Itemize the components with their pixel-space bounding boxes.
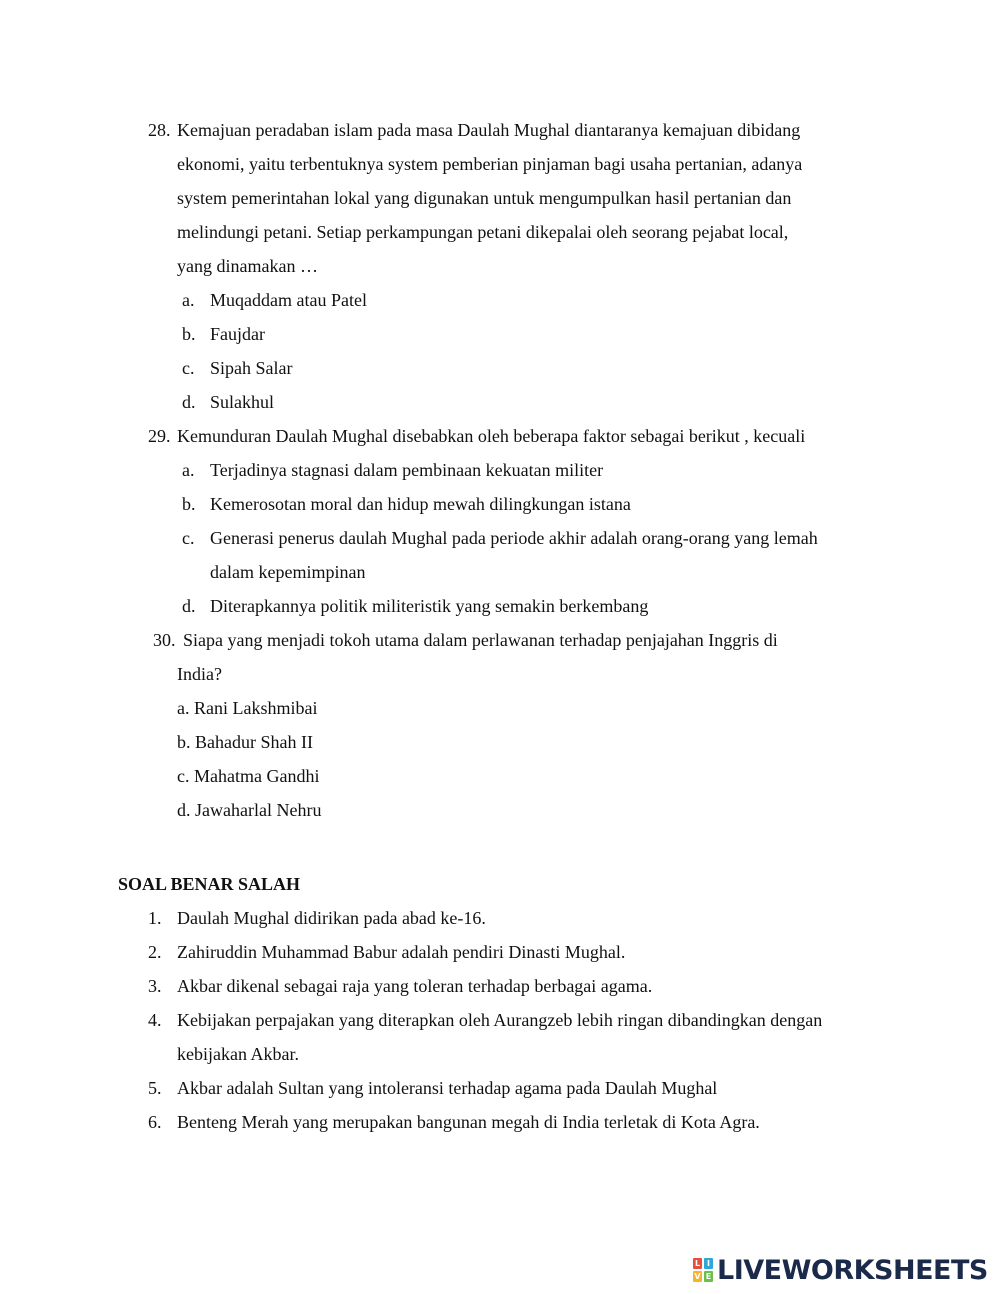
liveworksheets-logo xyxy=(693,1253,988,1287)
tf-item-text-continued: kebijakan Akbar. xyxy=(177,1044,299,1064)
question-number: 29. xyxy=(148,426,171,446)
logo-mark-letter: E xyxy=(705,1272,712,1281)
option-text: Diterapkannya politik militeristik yang semakin berkembang xyxy=(210,596,649,616)
option-letter: b. xyxy=(182,494,196,514)
logo-mark-letter: L xyxy=(694,1259,701,1268)
tf-item-number: 6. xyxy=(148,1112,162,1132)
question-text-line: ekonomi, yaitu terbentuknya system pemberian pinjaman bagi usaha pertanian, adanya xyxy=(177,154,803,174)
tf-item-text: Akbar dikenal sebagai raja yang toleran terhadap berbagai agama. xyxy=(177,976,653,996)
question-text-line: yang dinamakan … xyxy=(177,256,318,276)
option-text: Terjadinya stagnasi dalam pembinaan kekuatan militer xyxy=(210,460,604,480)
option-30-d: d. Jawaharlal Nehru xyxy=(177,800,322,820)
liveworksheets-logo-icon xyxy=(693,1258,713,1282)
tf-item-text: Akbar adalah Sultan yang intoleransi terhadap agama pada Daulah Mughal xyxy=(177,1078,718,1098)
option-text: Kemerosotan moral dan hidup mewah dilingkungan istana xyxy=(210,494,631,514)
option-letter: d. xyxy=(182,392,196,412)
question-text-line: melindungi petani. Setiap perkampungan petani dikepalai oleh seorang pejabat local, xyxy=(177,222,789,242)
question-text-line: Siapa yang menjadi tokoh utama dalam perlawanan terhadap penjajahan Inggris di xyxy=(183,630,778,650)
question-number: 30. xyxy=(153,630,176,650)
tf-item-text: Kebijakan perpajakan yang diterapkan oleh Aurangzeb lebih ringan dibandingkan dengan xyxy=(177,1010,823,1030)
question-number: 28. xyxy=(148,120,171,140)
option-letter: d. xyxy=(182,596,196,616)
logo-mark-letter: V xyxy=(694,1272,701,1281)
tf-item-number: 3. xyxy=(148,976,162,996)
question-text-line: India? xyxy=(177,664,222,684)
option-text: Sipah Salar xyxy=(210,358,293,378)
tf-item-number: 2. xyxy=(148,942,162,962)
tf-item-number: 4. xyxy=(148,1010,162,1030)
option-30-b: b. Bahadur Shah II xyxy=(177,732,313,752)
tf-item-text: Zahiruddin Muhammad Babur adalah pendiri Dinasti Mughal. xyxy=(177,942,626,962)
option-text: Muqaddam atau Patel xyxy=(210,290,367,310)
section-heading: SOAL BENAR SALAH xyxy=(118,874,301,894)
question-text-line: Kemajuan peradaban islam pada masa Daulah Mughal diantaranya kemajuan dibidang xyxy=(177,120,801,140)
option-letter: c. xyxy=(182,358,195,378)
logo-mark-letter: I xyxy=(704,1258,713,1269)
tf-item-text: Daulah Mughal didirikan pada abad ke-16. xyxy=(177,908,486,928)
option-letter: a. xyxy=(182,460,195,480)
tf-item-number: 1. xyxy=(148,908,162,928)
option-text: Faujdar xyxy=(210,324,265,344)
tf-item-number: 5. xyxy=(148,1078,162,1098)
question-text-line: Kemunduran Daulah Mughal disebabkan oleh beberapa faktor sebagai berikut , kecuali xyxy=(177,426,806,446)
option-letter: b. xyxy=(182,324,196,344)
option-30-a: a. Rani Lakshmibai xyxy=(177,698,318,718)
option-letter: c. xyxy=(182,528,195,548)
option-letter: a. xyxy=(182,290,195,310)
option-text: Sulakhul xyxy=(210,392,275,412)
logo-text: LIVEWORKSHEETS xyxy=(717,1254,988,1286)
tf-item-text: Benteng Merah yang merupakan bangunan megah di India terletak di Kota Agra. xyxy=(177,1112,760,1132)
option-text-continued: dalam kepemimpinan xyxy=(210,562,366,582)
question-text-line: system pemerintahan lokal yang digunakan untuk mengumpulkan hasil pertanian dan xyxy=(177,188,792,208)
option-30-c: c. Mahatma Gandhi xyxy=(177,766,320,786)
option-text: Generasi penerus daulah Mughal pada periode akhir adalah orang-orang yang lemah xyxy=(210,528,818,548)
